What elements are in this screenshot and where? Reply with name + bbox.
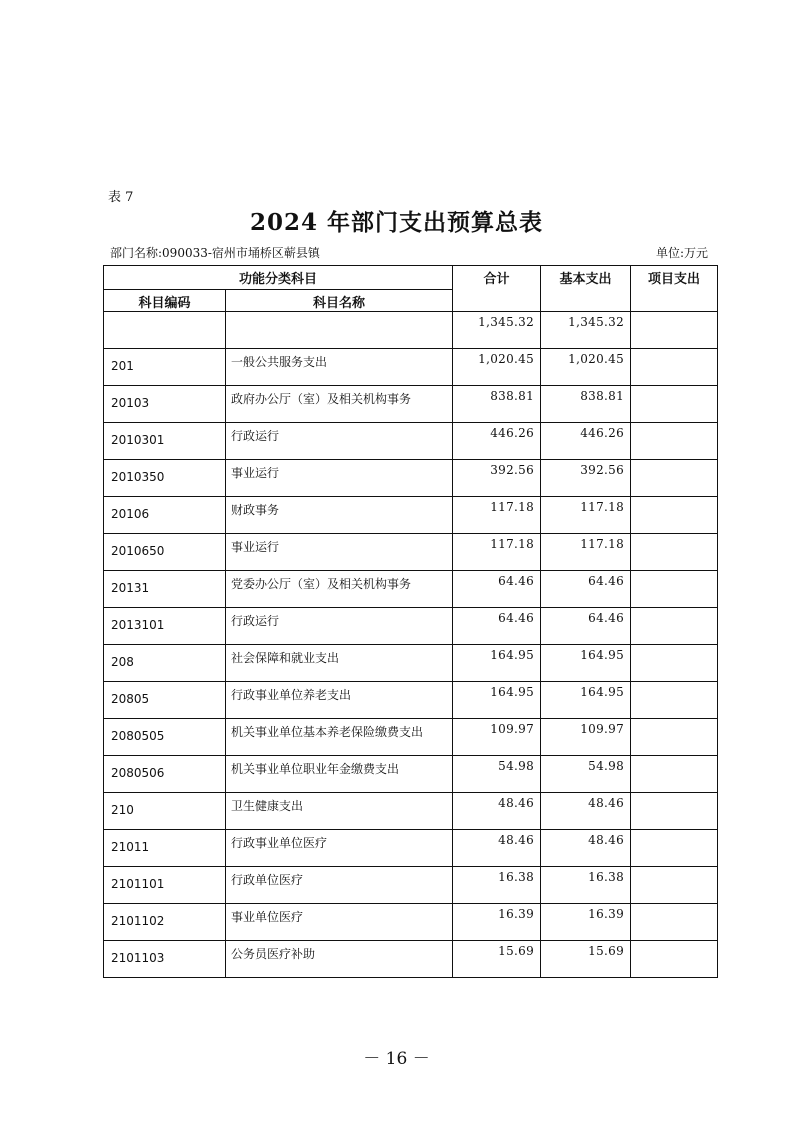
basic-expenditure-cell: 48.46 — [541, 830, 631, 867]
table-row — [104, 534, 718, 571]
subject-name-cell: 行政事业单位养老支出 — [226, 682, 453, 719]
subject-code-cell: 20131 — [104, 571, 226, 608]
header-total: 合计 — [453, 266, 541, 312]
total-cell: 838.81 — [453, 386, 541, 423]
basic-expenditure-cell: 1,020.45 — [541, 349, 631, 386]
subject-code-cell: 2080505 — [104, 719, 226, 756]
subject-name-cell: 一般公共服务支出 — [226, 349, 453, 386]
basic-expenditure-cell: 54.98 — [541, 756, 631, 793]
subject-code-cell: 20805 — [104, 682, 226, 719]
subject-code-cell: 2013101 — [104, 608, 226, 645]
total-cell: 392.56 — [453, 460, 541, 497]
table-row — [104, 756, 718, 793]
project-expenditure-cell — [631, 756, 718, 793]
project-expenditure-cell — [631, 534, 718, 571]
subject-name-cell: 行政运行 — [226, 608, 453, 645]
total-cell: 16.39 — [453, 904, 541, 941]
total-cell: 48.46 — [453, 793, 541, 830]
table-row — [104, 571, 718, 608]
basic-expenditure-cell: 392.56 — [541, 460, 631, 497]
table-row — [104, 312, 718, 349]
subject-name-cell: 财政事务 — [226, 497, 453, 534]
basic-expenditure-cell: 1,345.32 — [541, 312, 631, 349]
basic-expenditure-cell: 16.39 — [541, 904, 631, 941]
project-expenditure-cell — [631, 645, 718, 682]
subject-name-cell: 社会保障和就业支出 — [226, 645, 453, 682]
basic-expenditure-cell: 64.46 — [541, 571, 631, 608]
basic-expenditure-cell: 838.81 — [541, 386, 631, 423]
header-project-expenditure: 项目支出 — [631, 266, 718, 312]
project-expenditure-cell — [631, 423, 718, 460]
subject-name-cell: 行政单位医疗 — [226, 867, 453, 904]
total-cell: 16.38 — [453, 867, 541, 904]
subject-code-cell: 2010650 — [104, 534, 226, 571]
subject-code-cell: 21011 — [104, 830, 226, 867]
table-row — [104, 793, 718, 830]
subject-name-cell: 公务员医疗补助 — [226, 941, 453, 978]
table-row — [104, 608, 718, 645]
total-cell: 109.97 — [453, 719, 541, 756]
subject-code-cell: 2080506 — [104, 756, 226, 793]
basic-expenditure-cell: 48.46 — [541, 793, 631, 830]
project-expenditure-cell — [631, 608, 718, 645]
subject-name-cell — [226, 312, 453, 349]
total-cell: 48.46 — [453, 830, 541, 867]
subject-code-cell: 2010301 — [104, 423, 226, 460]
subject-name-cell: 行政事业单位医疗 — [226, 830, 453, 867]
table-row — [104, 645, 718, 682]
table-row — [104, 719, 718, 756]
table-row — [104, 830, 718, 867]
table-row — [104, 867, 718, 904]
project-expenditure-cell — [631, 386, 718, 423]
basic-expenditure-cell: 117.18 — [541, 534, 631, 571]
header-subject-name: 科目名称 — [226, 290, 453, 312]
basic-expenditure-cell: 15.69 — [541, 941, 631, 978]
total-cell: 15.69 — [453, 941, 541, 978]
basic-expenditure-cell: 109.97 — [541, 719, 631, 756]
total-cell: 1,020.45 — [453, 349, 541, 386]
basic-expenditure-cell: 16.38 — [541, 867, 631, 904]
subject-code-cell: 2101102 — [104, 904, 226, 941]
basic-expenditure-cell: 117.18 — [541, 497, 631, 534]
table-body — [104, 312, 718, 978]
project-expenditure-cell — [631, 941, 718, 978]
total-cell: 164.95 — [453, 682, 541, 719]
table-row — [104, 460, 718, 497]
project-expenditure-cell — [631, 312, 718, 349]
project-expenditure-cell — [631, 719, 718, 756]
subject-name-cell: 事业单位医疗 — [226, 904, 453, 941]
total-cell: 446.26 — [453, 423, 541, 460]
project-expenditure-cell — [631, 497, 718, 534]
table-row — [104, 386, 718, 423]
total-cell: 64.46 — [453, 571, 541, 608]
project-expenditure-cell — [631, 867, 718, 904]
subject-name-cell: 机关事业单位职业年金缴费支出 — [226, 756, 453, 793]
basic-expenditure-cell: 164.95 — [541, 645, 631, 682]
project-expenditure-cell — [631, 682, 718, 719]
total-cell: 1,345.32 — [453, 312, 541, 349]
table-row — [104, 497, 718, 534]
project-expenditure-cell — [631, 571, 718, 608]
page-title: 2024 年部门支出预算总表 — [249, 209, 544, 236]
subject-code-cell: 201 — [104, 349, 226, 386]
subject-name-cell: 行政运行 — [226, 423, 453, 460]
project-expenditure-cell — [631, 460, 718, 497]
unit-label: 单位:万元 — [655, 246, 708, 260]
basic-expenditure-cell: 446.26 — [541, 423, 631, 460]
table-label: 表 7 — [108, 190, 134, 205]
subject-code-cell: 20106 — [104, 497, 226, 534]
project-expenditure-cell — [631, 793, 718, 830]
page-number: － 16 － — [363, 1049, 430, 1069]
header-functional-classification: 功能分类科目 — [104, 266, 453, 290]
subject-code-cell: 2101101 — [104, 867, 226, 904]
total-cell: 64.46 — [453, 608, 541, 645]
subject-name-cell: 政府办公厅（室）及相关机构事务 — [226, 386, 453, 423]
basic-expenditure-cell: 64.46 — [541, 608, 631, 645]
subject-code-cell — [104, 312, 226, 349]
total-cell: 117.18 — [453, 497, 541, 534]
budget-table — [103, 265, 718, 978]
subject-code-cell: 208 — [104, 645, 226, 682]
subject-name-cell: 事业运行 — [226, 460, 453, 497]
table-row — [104, 423, 718, 460]
header-subject-code: 科目编码 — [104, 290, 226, 312]
subject-name-cell: 党委办公厅（室）及相关机构事务 — [226, 571, 453, 608]
table-row — [104, 682, 718, 719]
subject-code-cell: 2010350 — [104, 460, 226, 497]
subject-code-cell: 20103 — [104, 386, 226, 423]
subject-name-cell: 卫生健康支出 — [226, 793, 453, 830]
project-expenditure-cell — [631, 830, 718, 867]
header-basic-expenditure: 基本支出 — [541, 266, 631, 312]
subject-code-cell: 210 — [104, 793, 226, 830]
table-row — [104, 904, 718, 941]
total-cell: 164.95 — [453, 645, 541, 682]
basic-expenditure-cell: 164.95 — [541, 682, 631, 719]
table-row — [104, 349, 718, 386]
subject-code-cell: 2101103 — [104, 941, 226, 978]
total-cell: 117.18 — [453, 534, 541, 571]
table-row — [104, 941, 718, 978]
department-name: 部门名称:090033-宿州市埇桥区蕲县镇 — [110, 246, 320, 260]
total-cell: 54.98 — [453, 756, 541, 793]
project-expenditure-cell — [631, 904, 718, 941]
subject-name-cell: 机关事业单位基本养老保险缴费支出 — [226, 719, 453, 756]
project-expenditure-cell — [631, 349, 718, 386]
subject-name-cell: 事业运行 — [226, 534, 453, 571]
